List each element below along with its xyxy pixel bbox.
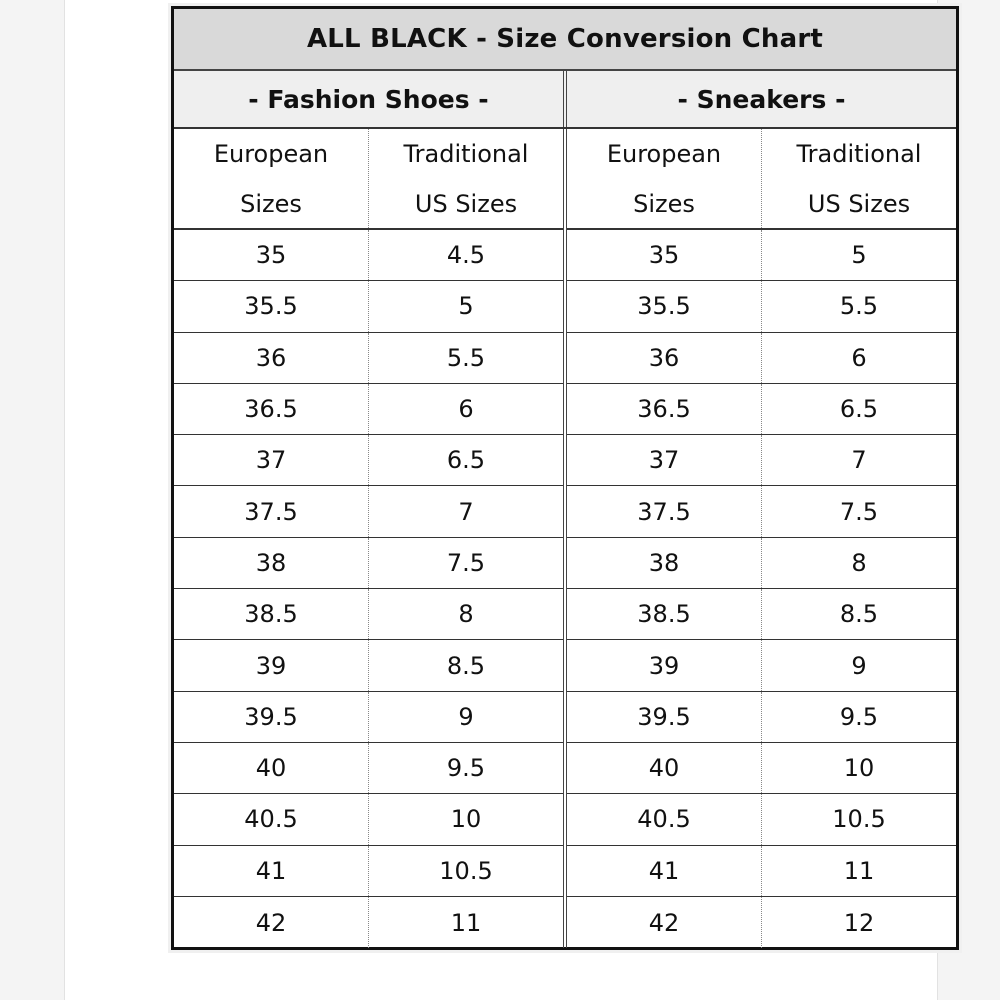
european-size-cell: 41 bbox=[567, 846, 762, 896]
table-row bbox=[567, 692, 956, 743]
european-size-cell: 38.5 bbox=[567, 589, 762, 639]
table-row bbox=[174, 897, 563, 948]
size-grid bbox=[174, 129, 956, 948]
table-row bbox=[567, 486, 956, 537]
table-row bbox=[174, 435, 563, 486]
us-size-cell: 5 bbox=[458, 292, 474, 321]
table-row bbox=[567, 384, 956, 435]
table-row bbox=[174, 230, 563, 281]
sneakers-column-headers bbox=[567, 129, 956, 230]
european-size-cell: 40 bbox=[567, 743, 762, 793]
fashion-shoes-heading: - Fashion Shoes - bbox=[174, 71, 567, 127]
us-size-cell: 9.5 bbox=[446, 754, 486, 783]
sneakers-heading: - Sneakers - bbox=[567, 71, 956, 127]
fashion-shoes-table bbox=[174, 129, 567, 948]
header-line: European bbox=[213, 139, 329, 168]
us-size-cell: 7 bbox=[458, 497, 474, 526]
table-row bbox=[174, 384, 563, 435]
european-size-cell: 39.5 bbox=[567, 692, 762, 742]
european-size-cell: 37.5 bbox=[567, 486, 762, 536]
fashion-european-header bbox=[174, 129, 369, 228]
us-size-cell: 10.5 bbox=[832, 805, 886, 834]
european-size-cell: 38 bbox=[567, 538, 762, 588]
us-size-cell: 7.5 bbox=[839, 497, 879, 526]
european-size-cell: 37 bbox=[174, 435, 369, 485]
us-size-cell: 9 bbox=[851, 651, 867, 680]
european-size-cell: 36 bbox=[567, 333, 762, 383]
header-line: Traditional bbox=[796, 139, 922, 168]
us-size-cell: 10.5 bbox=[439, 856, 493, 885]
european-size-cell: 40.5 bbox=[174, 794, 369, 844]
table-row bbox=[174, 589, 563, 640]
header-line: Traditional bbox=[403, 139, 529, 168]
table-row bbox=[567, 333, 956, 384]
european-size-cell: 35.5 bbox=[174, 281, 369, 331]
european-size-cell: 41 bbox=[174, 846, 369, 896]
european-size-cell: 38 bbox=[174, 538, 369, 588]
us-size-cell: 7 bbox=[851, 446, 867, 475]
us-size-cell: 6 bbox=[458, 395, 474, 424]
us-size-cell: 11 bbox=[843, 856, 875, 885]
table-row bbox=[567, 897, 956, 948]
european-size-cell: 37 bbox=[567, 435, 762, 485]
header-line: US Sizes bbox=[414, 189, 518, 218]
european-size-cell: 42 bbox=[174, 897, 369, 948]
table-row bbox=[567, 743, 956, 794]
european-size-cell: 39.5 bbox=[174, 692, 369, 742]
table-row bbox=[174, 538, 563, 589]
fashion-column-headers bbox=[174, 129, 563, 230]
us-size-cell: 6 bbox=[851, 343, 867, 372]
european-size-cell: 36.5 bbox=[567, 384, 762, 434]
size-conversion-chart bbox=[171, 6, 959, 950]
table-row bbox=[174, 846, 563, 897]
header-line: US Sizes bbox=[807, 189, 911, 218]
table-row bbox=[174, 486, 563, 537]
table-row bbox=[174, 692, 563, 743]
us-size-cell: 6.5 bbox=[446, 446, 486, 475]
us-size-cell: 8 bbox=[458, 600, 474, 629]
us-size-cell: 5.5 bbox=[839, 292, 879, 321]
european-size-cell: 36.5 bbox=[174, 384, 369, 434]
us-size-cell: 8.5 bbox=[446, 651, 486, 680]
fashion-rows bbox=[174, 230, 563, 948]
european-size-cell: 39 bbox=[567, 640, 762, 690]
us-size-cell: 8 bbox=[851, 548, 867, 577]
us-size-cell: 7.5 bbox=[446, 548, 486, 577]
fashion-us-header bbox=[369, 129, 563, 228]
table-row bbox=[174, 281, 563, 332]
table-row bbox=[567, 640, 956, 691]
european-size-cell: 40 bbox=[174, 743, 369, 793]
us-size-cell: 11 bbox=[450, 908, 482, 937]
european-size-cell: 36 bbox=[174, 333, 369, 383]
european-size-cell: 35 bbox=[567, 230, 762, 280]
sneakers-table bbox=[567, 129, 956, 948]
table-row bbox=[567, 230, 956, 281]
table-row bbox=[174, 743, 563, 794]
european-size-cell: 35 bbox=[174, 230, 369, 280]
european-size-cell: 37.5 bbox=[174, 486, 369, 536]
european-size-cell: 39 bbox=[174, 640, 369, 690]
table-row bbox=[567, 538, 956, 589]
us-size-cell: 5 bbox=[851, 241, 867, 270]
table-row bbox=[174, 333, 563, 384]
european-size-cell: 38.5 bbox=[174, 589, 369, 639]
us-size-cell: 12 bbox=[843, 908, 875, 937]
us-size-cell: 10 bbox=[450, 805, 482, 834]
sneakers-us-header bbox=[762, 129, 956, 228]
european-size-cell: 35.5 bbox=[567, 281, 762, 331]
page bbox=[64, 0, 938, 1000]
header-line: European bbox=[606, 139, 722, 168]
header-line: Sizes bbox=[240, 189, 302, 218]
header-line: Sizes bbox=[633, 189, 695, 218]
table-row bbox=[567, 435, 956, 486]
sneakers-european-header bbox=[567, 129, 762, 228]
section-headings bbox=[174, 71, 956, 129]
table-row bbox=[567, 281, 956, 332]
table-row bbox=[567, 794, 956, 845]
us-size-cell: 10 bbox=[843, 754, 875, 783]
us-size-cell: 8.5 bbox=[839, 600, 879, 629]
table-row bbox=[174, 640, 563, 691]
sneakers-rows bbox=[567, 230, 956, 948]
table-row bbox=[174, 794, 563, 845]
us-size-cell: 9 bbox=[458, 702, 474, 731]
us-size-cell: 5.5 bbox=[446, 343, 486, 372]
european-size-cell: 42 bbox=[567, 897, 762, 948]
table-row bbox=[567, 589, 956, 640]
us-size-cell: 4.5 bbox=[446, 241, 486, 270]
table-row bbox=[567, 846, 956, 897]
us-size-cell: 6.5 bbox=[839, 395, 879, 424]
us-size-cell: 9.5 bbox=[839, 702, 879, 731]
european-size-cell: 40.5 bbox=[567, 794, 762, 844]
chart-title: ALL BLACK - Size Conversion Chart bbox=[174, 9, 956, 71]
